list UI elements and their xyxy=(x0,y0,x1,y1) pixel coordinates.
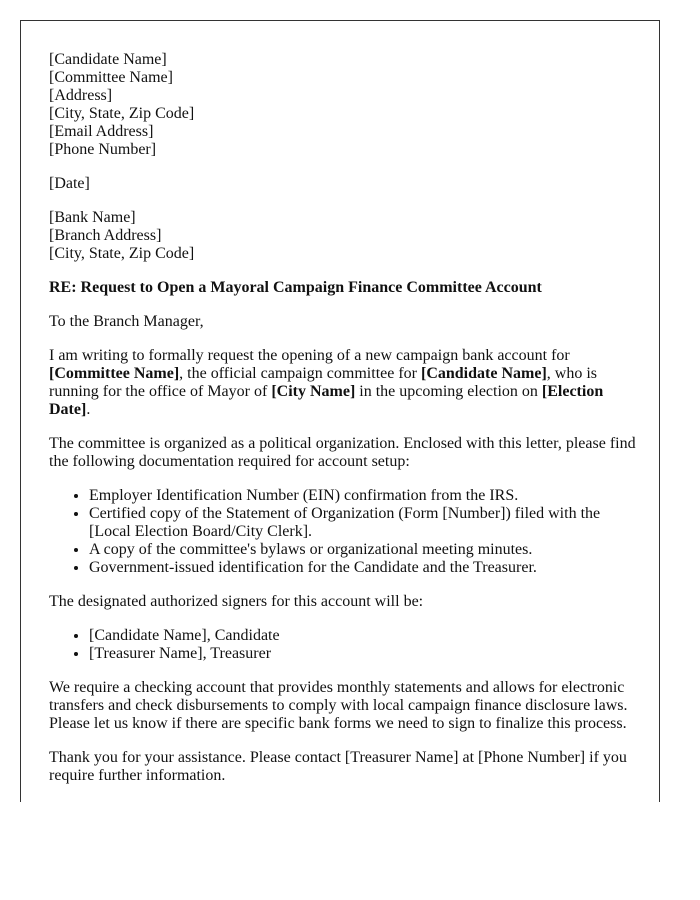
sender-email: [Email Address] xyxy=(49,123,154,140)
documentation-item: • Certified copy of the Statement of Organization (Form [Number]) filed with the [Local Election Board/City Clerk]. xyxy=(89,505,639,541)
sender-candidate-name: [Candidate Name] xyxy=(49,51,167,68)
signer-item: • [Candidate Name], Candidate xyxy=(89,627,639,645)
sender-phone: [Phone Number] xyxy=(49,141,157,158)
recipient-city-state-zip: [City, State, Zip Code] xyxy=(49,245,195,262)
letter-date xyxy=(49,175,639,193)
documentation-item: • A copy of the committee's bylaws or organizational meeting minutes. xyxy=(89,541,639,559)
documentation-list xyxy=(49,487,639,577)
intro-text-5: . xyxy=(86,401,91,418)
documentation-intro: The committee is organized as a political organization. Enclosed with this letter, please find the following documentation required for account setup: xyxy=(49,435,636,470)
signers-list xyxy=(49,627,639,663)
recipient-branch-address: [Branch Address] xyxy=(49,227,162,244)
sender-address: [Address] xyxy=(49,87,113,104)
intro-text-3: , who is running for the office of Mayor of xyxy=(49,365,597,400)
city-name-placeholder: [City Name] xyxy=(271,383,356,400)
letter-page xyxy=(20,20,660,802)
election-date-placeholder: [Election Date] xyxy=(49,383,604,418)
closing-paragraph: Thank you for your assistance. Please contact [Treasurer Name] at [Phone Number] if you require further information. xyxy=(49,749,627,784)
subject-line: RE: Request to Open a Mayoral Campaign Finance Committee Account xyxy=(49,279,542,296)
letter-content xyxy=(49,51,639,801)
requirements-paragraph: We require a checking account that provides monthly statements and allows for electronic transfers and check disbursements to comply with local campaign finance disclosure laws. Please let us know if there are specific bank forms we need to sign to finalize this process. xyxy=(49,679,628,732)
sender-committee-name: [Committee Name] xyxy=(49,69,173,86)
salutation: To the Branch Manager, xyxy=(49,313,204,330)
documentation-item: • Employer Identification Number (EIN) confirmation from the IRS. xyxy=(89,487,639,505)
signers-intro: The designated authorized signers for this account will be: xyxy=(49,593,424,610)
sender-address-block xyxy=(49,51,639,159)
intro-text-1: I am writing to formally request the opening of a new campaign bank account for xyxy=(49,347,570,364)
recipient-address-block xyxy=(49,209,639,263)
committee-name-placeholder: [Committee Name] xyxy=(49,365,180,382)
date-text: [Date] xyxy=(49,175,90,192)
signer-item: • [Treasurer Name], Treasurer xyxy=(89,645,639,663)
sender-city-state-zip: [City, State, Zip Code] xyxy=(49,105,195,122)
intro-text-4: in the upcoming election on xyxy=(355,383,542,400)
candidate-name-placeholder: [Candidate Name] xyxy=(421,365,547,382)
intro-text-2: , the official campaign committee for xyxy=(179,365,421,382)
recipient-bank-name: [Bank Name] xyxy=(49,209,136,226)
intro-paragraph xyxy=(49,347,639,419)
documentation-item: • Government-issued identification for the Candidate and the Treasurer. xyxy=(89,559,639,577)
